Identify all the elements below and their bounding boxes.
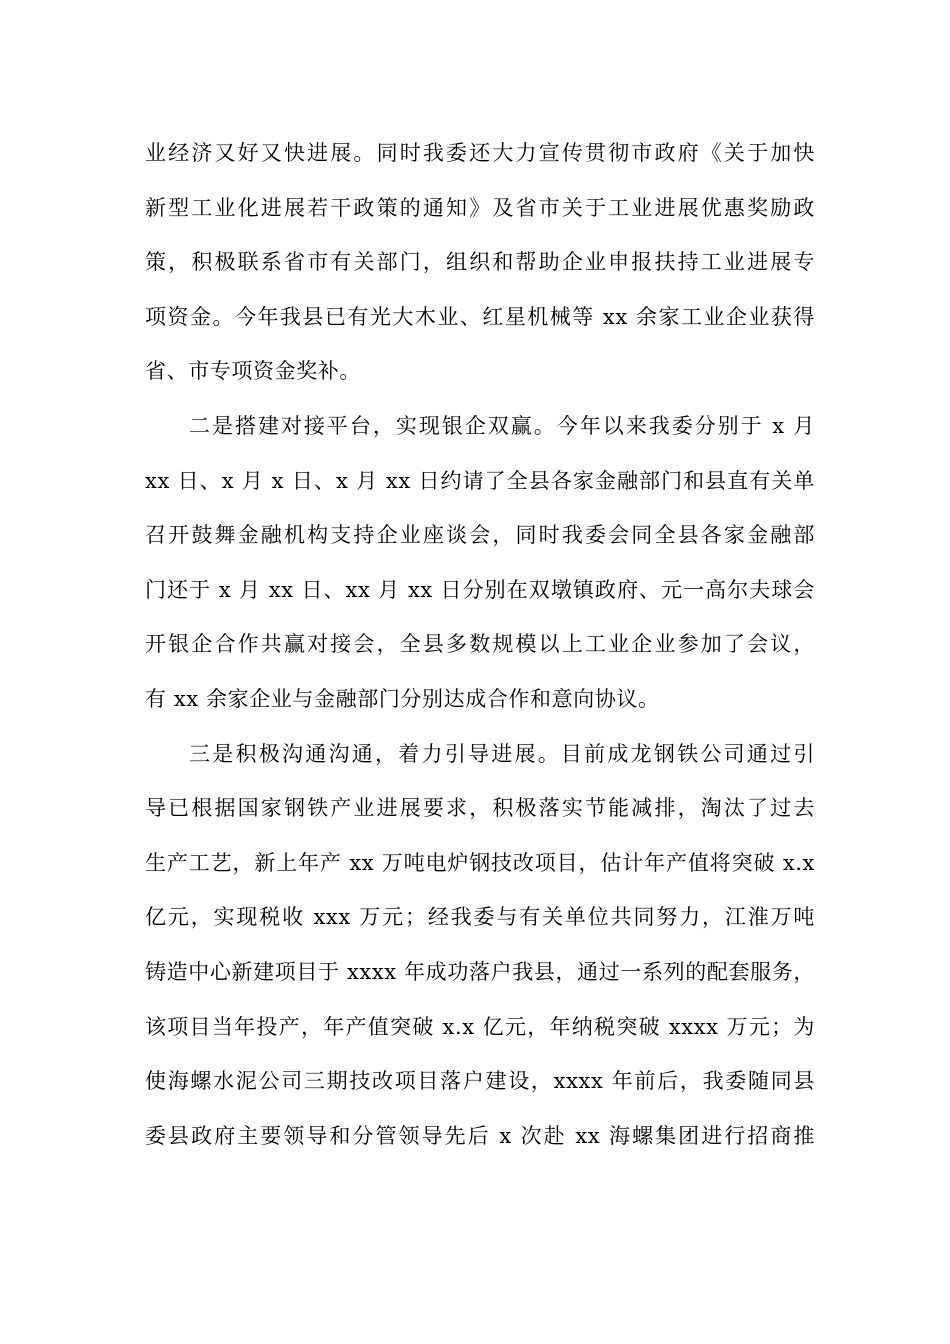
text-line-8: 召开鼓舞金融机构支持企业座谈会，同时我委会同全县各家金融部 <box>145 523 815 548</box>
text-line-17: 该项目当年投产，年产值突破 x.x 亿元，年纳税突破 xxxx 万元；为 <box>145 1014 815 1039</box>
text-line-18: 使海螺水泥公司三期技改项目落户建设，xxxx 年前后，我委随同县 <box>145 1069 815 1094</box>
text-line-15: 亿元，实现税收 xxx 万元；经我委与有关单位共同努力，江淮万吨 <box>145 905 815 930</box>
text-line-19: 委县政府主要领导和分管领导先后 x 次赴 xx 海螺集团进行招商推 <box>145 1123 815 1148</box>
text-line-5: 省、市专项资金奖补。 <box>145 359 361 384</box>
text-line-11: 有 xx 余家企业与金融部门分别达成合作和意向协议。 <box>145 686 660 711</box>
text-line-9: 门还于 x 月 xx 日、xx 月 xx 日分别在双墩镇政府、元一高尔夫球会 <box>145 577 815 602</box>
text-line-12: 三是积极沟通沟通，着力引导进展。目前成龙钢铁公司通过引 <box>189 741 815 766</box>
text-line-1: 业经济又好又快进展。同时我委还大力宣传贯彻市政府《关于加快 <box>145 141 815 165</box>
text-line-3: 策，积极联系省市有关部门，组织和帮助企业申报扶持工业进展专 <box>145 250 815 275</box>
body-text <box>145 126 815 1163</box>
text-line-13: 导已根据国家钢铁产业进展要求，积极落实节能减排，淘汰了过去 <box>145 796 815 821</box>
text-line-14: 生产工艺，新上年产 xx 万吨电炉钢技改项目，估计年产值将突破 x.x <box>145 850 815 875</box>
text-line-10: 开银企合作共赢对接会，全县多数规模以上工业企业参加了会议， <box>145 632 815 657</box>
text-line-7: xx 日、x 月 x 日、x 月 xx 日约请了全县各家金融部门和县直有关单 <box>145 468 815 493</box>
text-line-6: 二是搭建对接平台，实现银企双赢。今年以来我委分别于 x 月 <box>189 413 815 438</box>
text-line-16: 铸造中心新建项目于 xxxx 年成功落户我县，通过一系列的配套服务， <box>145 959 815 984</box>
text-line-4: 项资金。今年我县已有光大木业、红星机械等 xx 余家工业企业获得 <box>145 304 815 329</box>
text-line-2: 新型工业化进展若干政策的通知》及省市关于工业进展优惠奖励政 <box>145 195 815 220</box>
